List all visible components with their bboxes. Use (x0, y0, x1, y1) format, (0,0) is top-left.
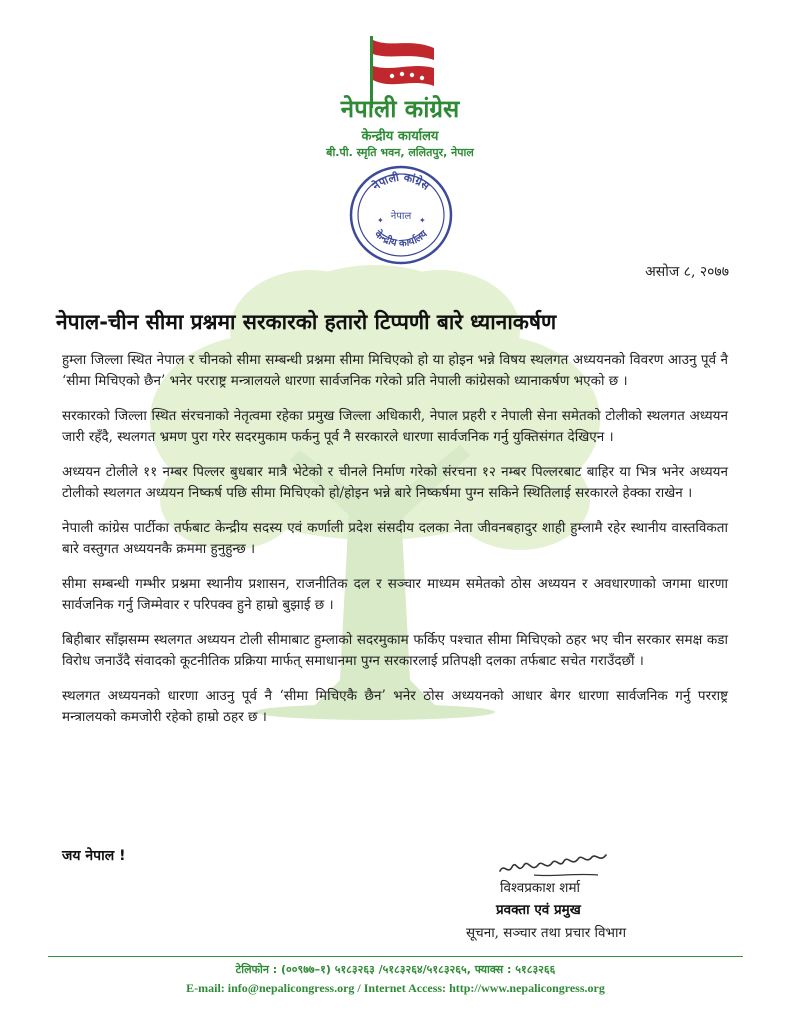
body-paragraph: स्थलगत अध्ययनको धारणा आउनु पूर्व नै ‘सीमा मिचिएकै छैन’ भनेर ठोस अध्ययनको आधार बेगर धारणा सार्वजनिक गर्नु परराष्ट्र मन्त्रालयको कमजोरी रहेको हाम्रो ठहर छ । (62, 688, 728, 725)
org-name: नेपाली कांग्रेस (340, 95, 460, 123)
footer-separator: / (354, 981, 364, 995)
email-link[interactable]: info@nepalicongress.org (227, 981, 355, 995)
body-paragraph: अध्ययन टोलीले ११ नम्बर पिल्लर बुधबार मात्रै भेटेको र चीनले निर्माण गरेको संरचना १२ नम्बर पिल्लरबाट बाहिर या भित्र भनेर अध्ययन टोलीको स्थलगत अध्ययन निष्कर्ष पछि सीमा मिचिएको हो/होइन भन्ने बारे निष्कर्षमा पुग्न सकिने स्थितिलाई सरकारले हेक्का राखेन । (62, 464, 728, 501)
body-paragraph: सीमा सम्बन्धी गम्भीर प्रश्नमा स्थानीय प्रशासन, राजनीतिक दल र सञ्चार माध्यम समेतको ठोस अध्ययन र अवधारणाको जगमा धारणा सार्वजनिक गर्नु जिम्मेवार र परिपक्व हुने हाम्रो बुझाई छ । (62, 576, 728, 613)
email-label: E-mail: (186, 981, 225, 995)
body-paragraph: सरकारको जिल्ला स्थित संरचनाको नेतृत्वमा रहेका प्रमुख जिल्ला अधिकारी, नेपाल प्रहरी र नेपाली सेना समेतको टोलीको स्थलगत अध्ययन जारी रहँदै, स्थलगत भ्रमण पुरा गरेर सदरमुकाम फर्कनु पूर्व नै सरकारले धारणा सार्वजनिक गर्नु युक्तिसंगत देखिएन । (62, 408, 728, 445)
footer-divider (48, 956, 743, 957)
body-paragraph: नेपाली कांग्रेस पार्टीका तर्फबाट केन्द्रीय सदस्य एवं कर्णाली प्रदेश संसदीय दलका नेता जीवनबहादुर शाही हुम्लामै रहेर स्थानीय वास्तविकता बारे वस्तुगत अध्ययनकै क्रममा हुनुहुन्छ । (62, 520, 728, 557)
body-paragraph: हुम्ला जिल्ला स्थित नेपाल र चीनको सीमा सम्बन्धी प्रश्नमा सीमा मिचिएको हो या होइन भन्ने विषय स्थलगत अध्ययनको विवरण आउनु पूर्व नै ‘सीमा मिचिएको छैन’ भनेर परराष्ट्र मन्त्रालयले धारणा सार्वजनिक गरेको प्रति नेपाली कांग्रेसको ध्यानाकर्षण भएको छ । (62, 352, 728, 389)
office-stamp-icon (347, 163, 455, 267)
stamp-center-text: नेपाल (390, 211, 412, 222)
footer-phone: टेलिफोन : (००९७७–१) ५१८३२६३ /५१८३२६४/५१८३२६५, फ्याक्स : ५१८३२६६ (235, 963, 556, 976)
footer-contact (0, 981, 791, 996)
stamp-top-text: नेपाली कांग्रेस (370, 170, 432, 193)
svg-text:✦: ✦ (377, 216, 384, 225)
body-paragraph: बिहीबार साँझसम्म स्थलगत अध्ययन टोली सीमाबाट हुम्लाको सदरमुकाम फर्किए पश्चात सीमा मिचिएको ठहर भए चीन सरकार समक्ष कडा विरोध जनाउँदै संवादको कूटनीतिक प्रक्रिया मार्फत् समाधानमा पुग्न सरकारलाई प्रतिपक्षी दलका तर्फबाट सचेत गराउँदछौं । (62, 632, 728, 669)
letter-body (62, 350, 728, 742)
signatory-title: प्रवक्ता एवं प्रमुख (496, 902, 581, 918)
signatory-name: विश्वप्रकाश शर्मा (500, 880, 581, 896)
office-name: केन्द्रीय कार्यालय (361, 129, 439, 144)
website-link[interactable]: http://www.nepalicongress.org (449, 981, 605, 995)
stamp-bottom-text: केन्द्रीय कार्यालय (372, 228, 430, 250)
svg-text:केन्द्रीय कार्यालय (372, 227, 431, 250)
letter-date: असोज ८, २०७७ (645, 264, 729, 280)
letter-title: नेपाल-चीन सीमा प्रश्नमा सरकारको हतारो टिप्पणी बारे ध्यानाकर्षण (56, 310, 557, 334)
svg-text:✦: ✦ (419, 216, 426, 225)
office-address: बी.पी. स्मृति भवन, ललितपुर, नेपाल (326, 146, 474, 159)
letter-closing: जय नेपाल ! (62, 848, 126, 864)
internet-label: Internet Access: (363, 981, 447, 995)
signatory-department: सूचना, सञ्चार तथा प्रचार विभाग (466, 925, 627, 941)
